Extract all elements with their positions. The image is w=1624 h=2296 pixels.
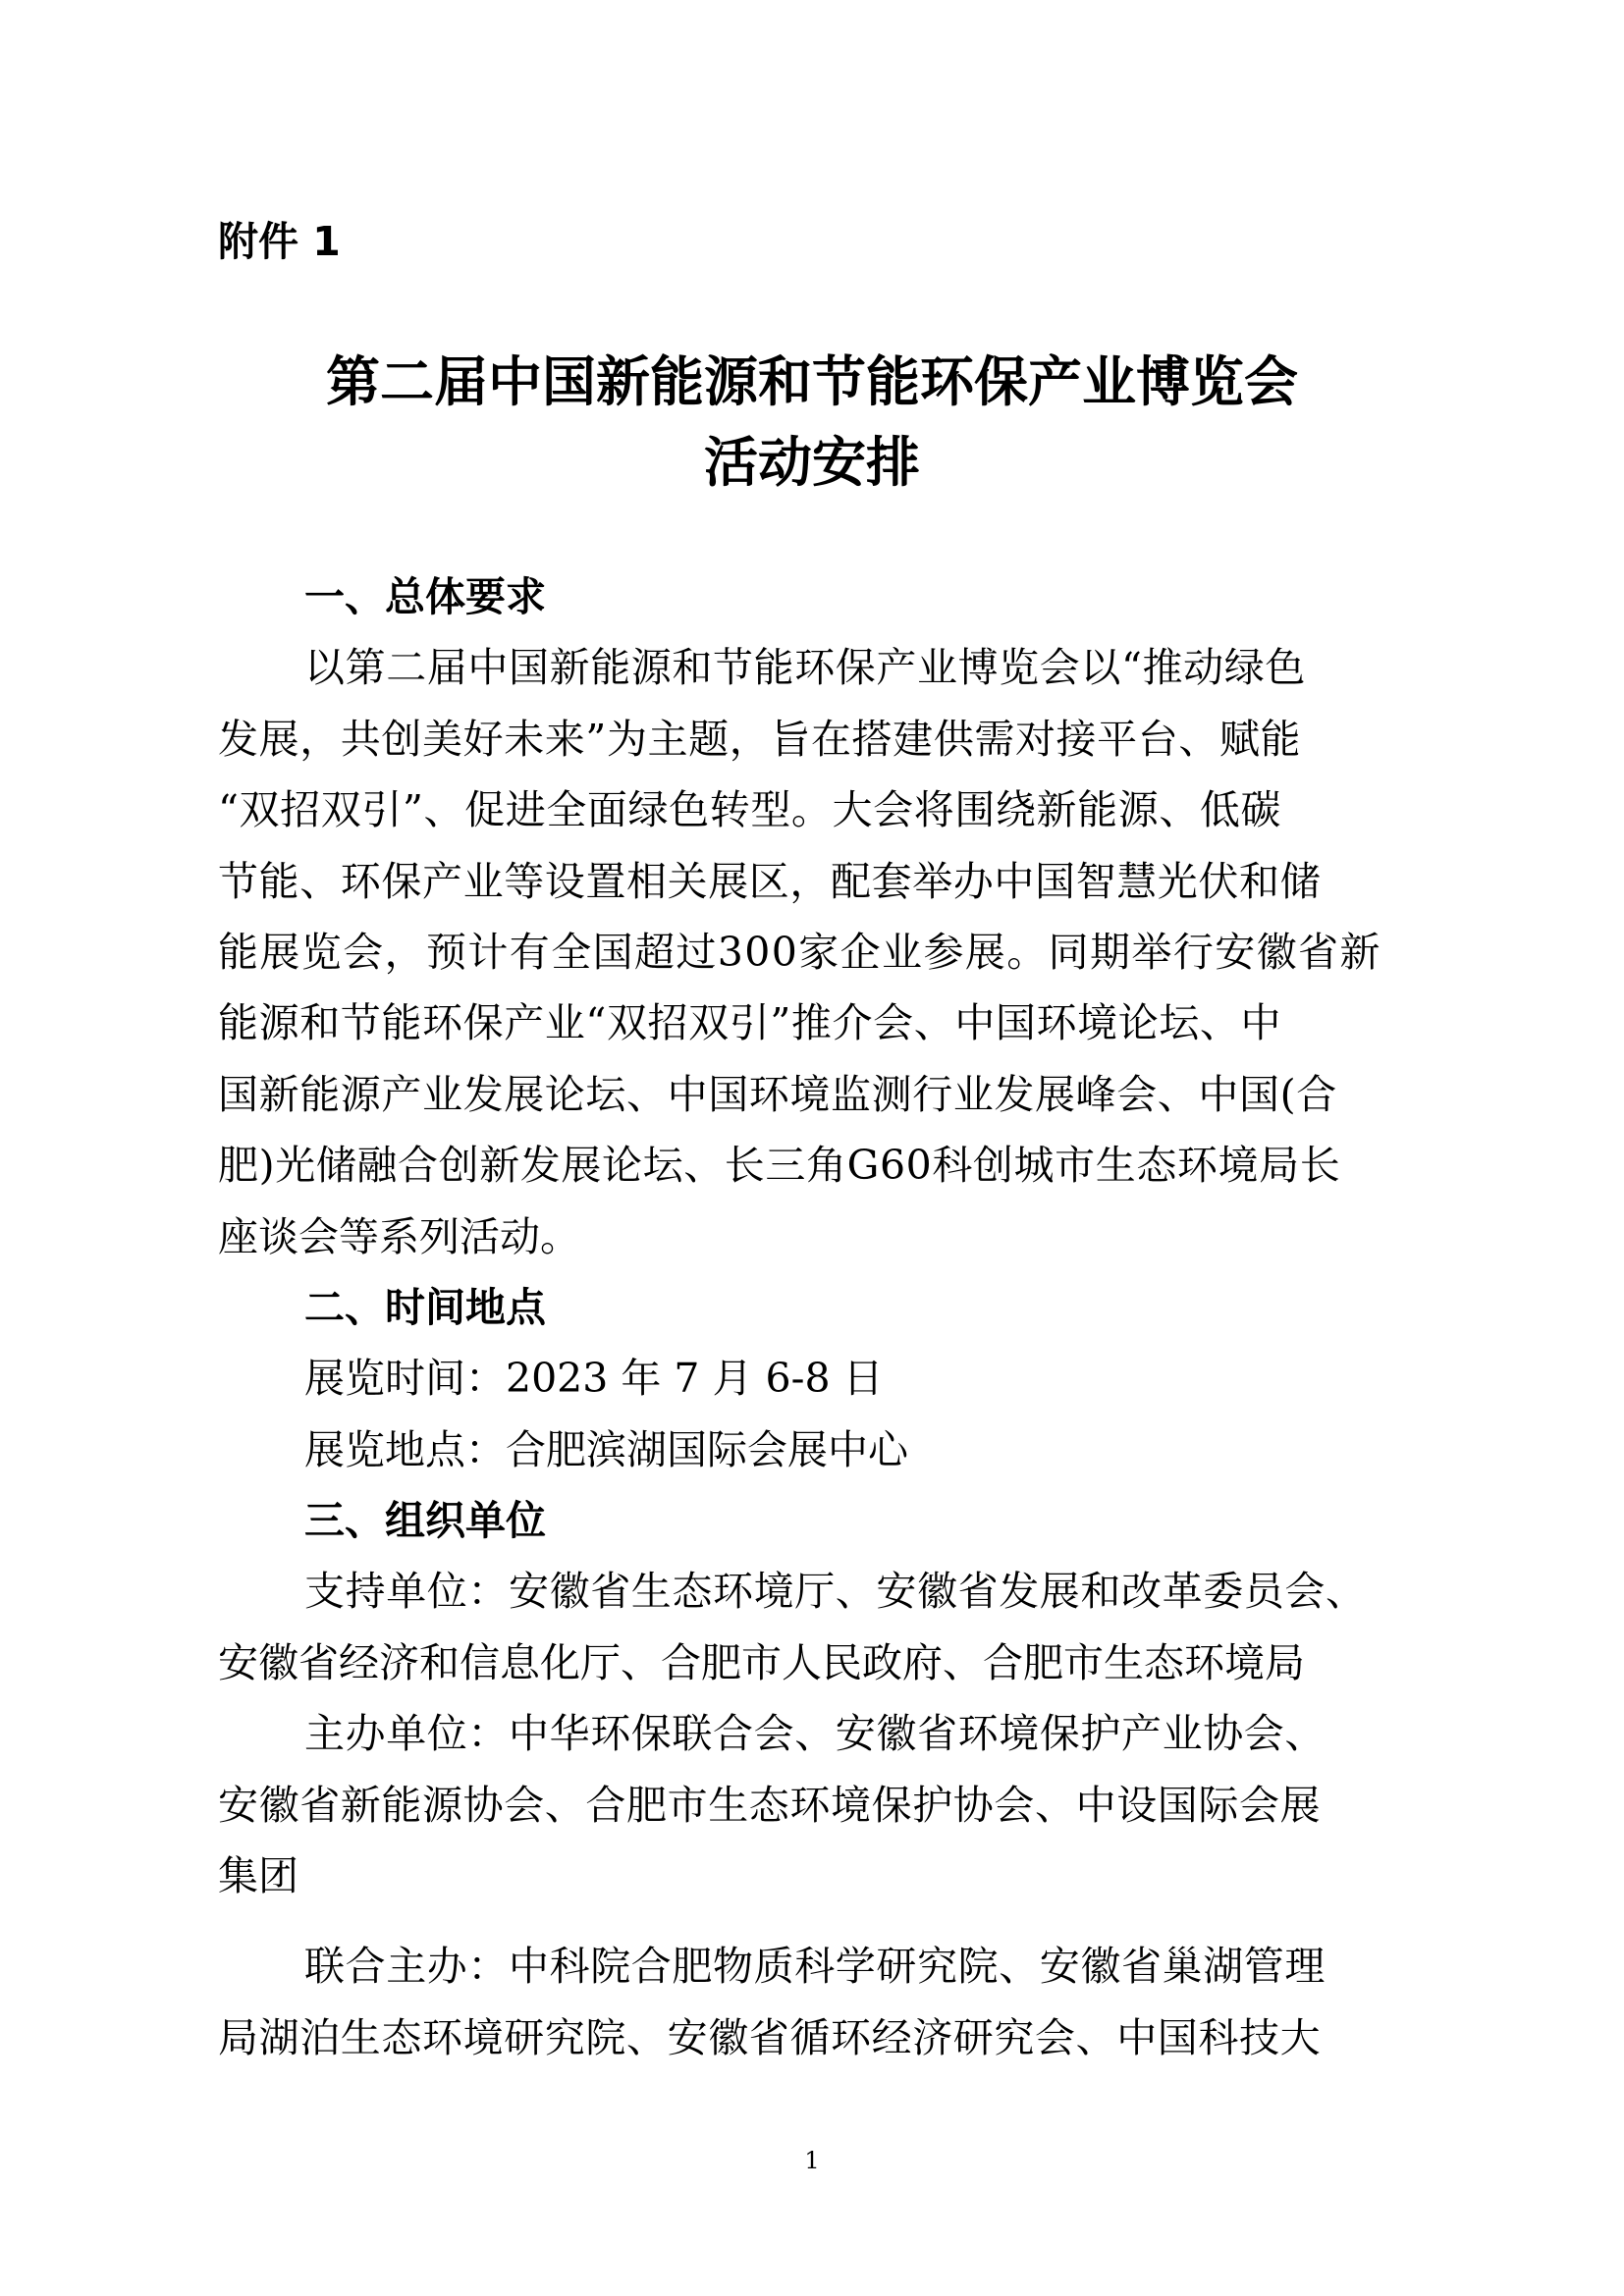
paragraph-line: 国新能源产业发展论坛、中国环境监测行业发展峰会、中国(合 xyxy=(218,1070,1337,1118)
section-3-heading: 三、组织单位 xyxy=(304,1497,546,1545)
exhibition-time: 展览时间：2023 年 7 月 6-8 日 xyxy=(304,1355,884,1403)
host-units-line: 主办单位：中华环保联合会、安徽省环境保护产业协会、 xyxy=(304,1710,1326,1758)
paragraph-line: “双招双引”、促进全面绿色转型。大会将围绕新能源、低碳 xyxy=(218,786,1282,834)
title-line-2: 活动安排 xyxy=(703,431,920,494)
document-body xyxy=(218,561,1416,2073)
section-1-heading: 一、总体要求 xyxy=(304,573,546,620)
paragraph-line: 肥)光储融合创新发展论坛、长三角G60科创城市生态环境局长 xyxy=(218,1142,1341,1190)
paragraph-line: 能展览会，预计有全国超过300家企业参展。同期举行安徽省新 xyxy=(218,928,1381,976)
cohost-units-line: 局湖泊生态环境研究院、安徽省循环经济研究会、中国科技大 xyxy=(218,2013,1322,2061)
document-title xyxy=(196,342,1428,503)
support-units-line: 安徽省经济和信息化厅、合肥市人民政府、合肥市生态环境局 xyxy=(218,1638,1305,1686)
attachment-label: 附件 1 xyxy=(218,218,341,265)
paragraph-line: 发展，共创美好未来”为主题，旨在搭建供需对接平台、赋能 xyxy=(218,715,1302,763)
paragraph-line: 能源和节能环保产业“双招双引”推介会、中国环境论坛、中 xyxy=(218,999,1282,1047)
exhibition-place: 展览地点：合肥滨湖国际会展中心 xyxy=(304,1425,908,1473)
page-number: 1 xyxy=(804,2147,820,2174)
title-line-1: 第二届中国新能源和节能环保产业博览会 xyxy=(325,350,1298,413)
support-units-line: 支持单位：安徽省生态环境厅、安徽省发展和改革委员会、 xyxy=(304,1568,1367,1616)
section-2-heading: 二、时间地点 xyxy=(304,1283,546,1331)
host-units-line: 安徽省新能源协会、合肥市生态环境保护协会、中设国际会展 xyxy=(218,1781,1322,1829)
paragraph-line: 座谈会等系列活动。 xyxy=(218,1212,580,1260)
host-units-line: 集团 xyxy=(218,1852,298,1900)
cohost-units-line: 联合主办：中科院合肥物质科学研究院、安徽省巢湖管理 xyxy=(304,1943,1326,1991)
paragraph-line: 以第二届中国新能源和节能环保产业博览会以“推动绿色 xyxy=(304,644,1306,692)
paragraph-line: 节能、环保产业等设置相关展区，配套举办中国智慧光伏和储 xyxy=(218,857,1322,905)
